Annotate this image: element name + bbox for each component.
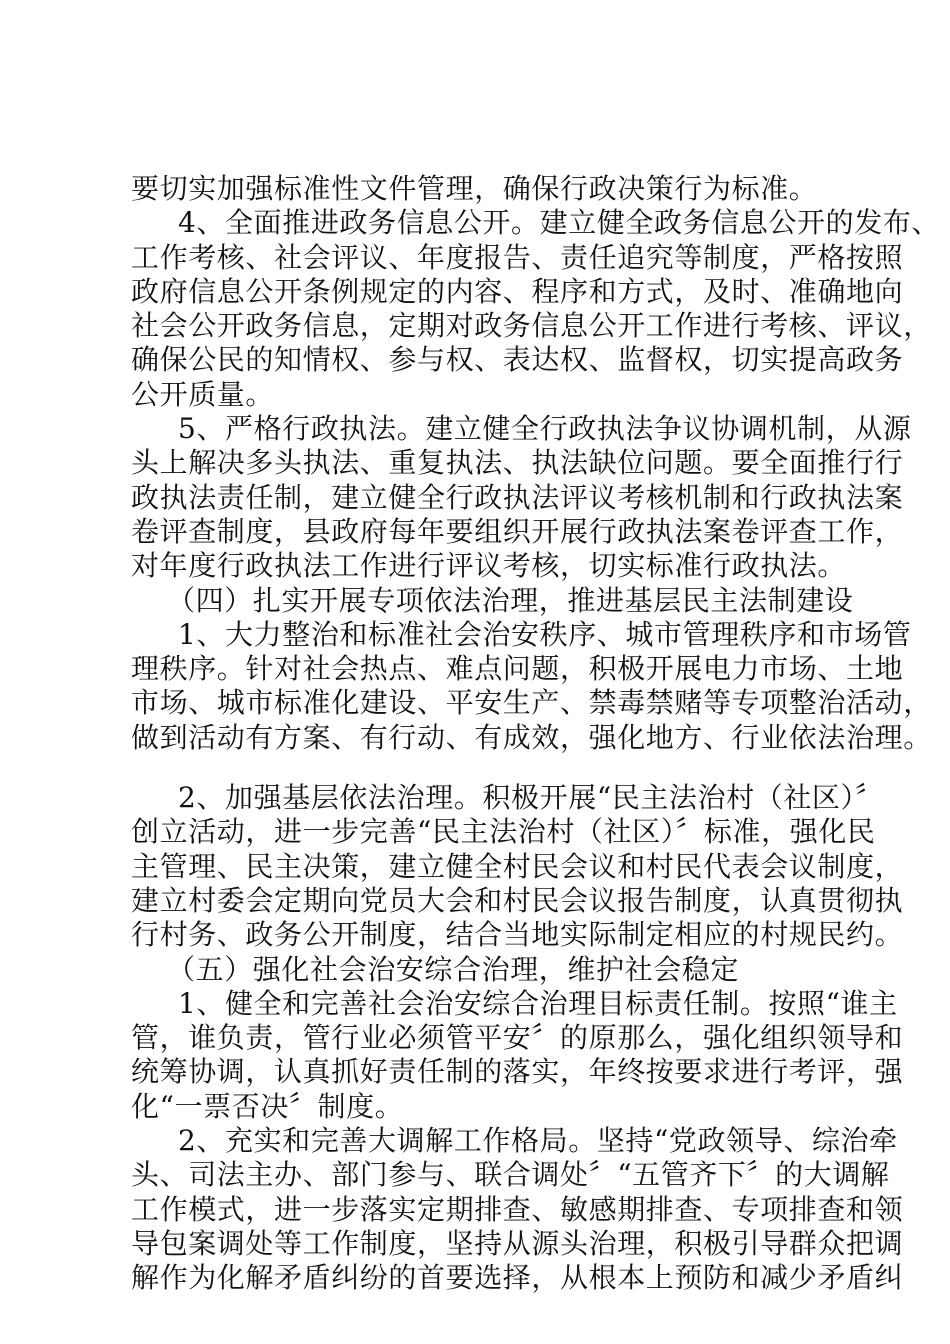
text-line: 工作考核、社会评议、年度报告、责任追究等制度，严格按照 [131,240,904,274]
text-line: 5、严格行政执法。建立健全行政执法争议协调机制，从源 [178,412,912,446]
text-line: 2、充实和完善大调解工作格局。坚持“党政领导、综治牵 [178,1124,898,1158]
text-line: 头上解决多头执法、重复执法、执法缺位问题。要全面推行行 [131,446,904,480]
section-heading: （四）扎实开展专项依法治理，推进基层民主法制建设 [167,583,854,617]
text-line: 卷评查制度，县政府每年要组织开展行政执法案卷评查工作， [131,514,904,548]
text-line: 头、司法主办、部门参与、联合调处〞“五管齐下〞的大调解 [131,1158,890,1192]
text-line: 主管理、民主决策，建立健全村民会议和村民代表会议制度， [131,849,904,883]
text-line: 工作模式，进一步落实定期排查、敏感期排查、专项排查和领 [131,1192,904,1226]
text-line: 社会公开政务信息，定期对政务信息公开工作进行考核、评议， [131,309,932,343]
text-line: 政府信息公开条例规定的内容、程序和方式，及时、准确地向 [131,274,904,308]
text-line: 1、健全和完善社会治安综合治理目标责任制。按照“谁主 [178,986,898,1020]
text-line: 化“一票否决〞制度。 [131,1089,404,1123]
text-line: 确保公民的知情权、参与权、表达权、监督权，切实提高政务 [131,343,904,377]
text-line: 统筹协调，认真抓好责任制的落实，年终按要求进行考评，强 [131,1055,904,1089]
section-heading: （五）强化社会治安综合治理，维护社会稳定 [167,952,740,986]
text-line: 解作为化解矛盾纠纷的首要选择，从根本上预防和减少矛盾纠 [131,1261,904,1295]
text-line: 做到活动有方案、有行动、有成效，强化地方、行业依法治理。 [131,720,932,754]
document-body [131,172,941,1296]
text-line: 导包案调处等工作制度，坚持从源头治理，积极引导群众把调 [131,1226,904,1260]
text-line: 公开质量。 [131,377,275,411]
blank-line [131,755,871,781]
text-line: 2、加强基层依法治理。积极开展“民主法治村（社区）〞 [178,781,884,815]
text-line: 理秩序。针对社会热点、难点问题，积极开展电力市场、土地 [131,652,904,686]
text-line: 创立活动，进一步完善“民主法治村（社区）〞标准，强化民 [131,815,876,849]
text-line: 4、全面推进政务信息公开。建立健全政务信息公开的发布、 [178,206,941,240]
text-line: 1、大力整治和标准社会治安秩序、城市管理秩序和市场管 [178,617,912,651]
text-line: 管，谁负责，管行业必须管平安〞的原那么，强化组织领导和 [131,1021,904,1055]
text-line: 行村务、政务公开制度，结合当地实际制定相应的村规民约。 [131,918,904,952]
text-line: 政执法责任制，建立健全行政执法评议考核机制和行政执法案 [131,480,904,514]
text-line: 市场、城市标准化建设、平安生产、禁毒禁赌等专项整治活动， [131,686,932,720]
text-line: 建立村委会定期向党员大会和村民会议报告制度，认真贯彻执 [131,883,904,917]
text-line: 对年度行政执法工作进行评议考核，切实标准行政执法。 [131,549,847,583]
text-line: 要切实加强标准性文件管理，确保行政决策行为标准。 [131,172,818,205]
